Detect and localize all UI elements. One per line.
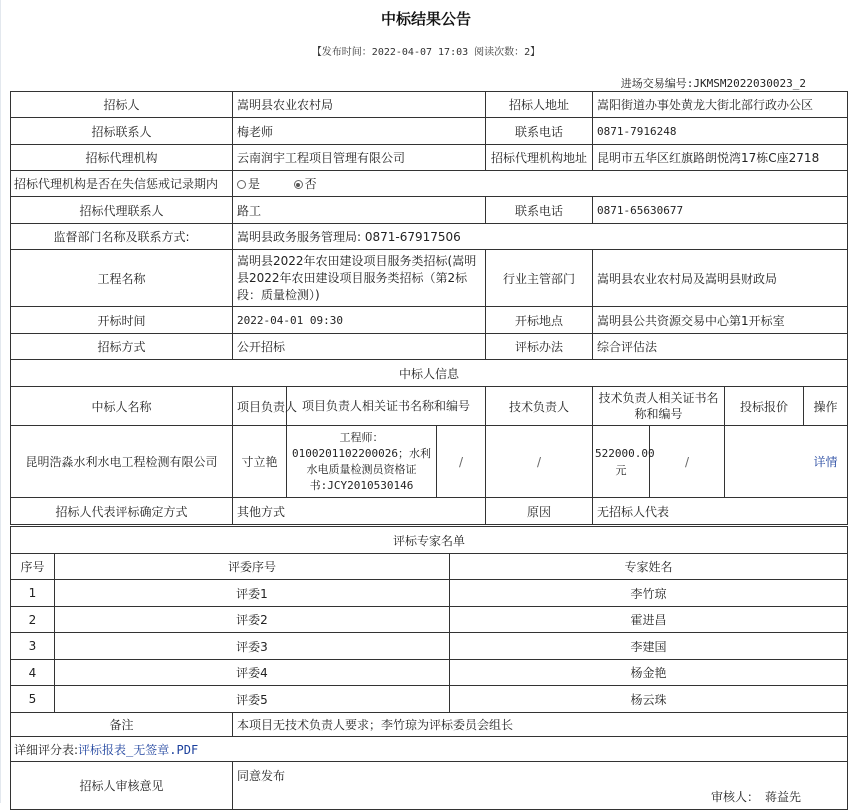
winner-tech-cert: / — [486, 426, 593, 498]
expert-name: 霍进昌 — [450, 607, 848, 633]
dept-value: 嵩明县农业农村局及嵩明县财政局 — [593, 250, 848, 307]
row-project — [11, 250, 848, 307]
reason-value: 无招标人代表 — [593, 498, 848, 525]
agency-addr-label: 招标代理机构地址 — [486, 145, 593, 171]
agency-phone-label: 联系电话 — [486, 197, 593, 224]
agency-contact-label: 招标代理联系人 — [11, 197, 233, 224]
credit-yes-option[interactable] — [237, 177, 260, 191]
row-review — [11, 762, 848, 810]
left-border — [0, 0, 1, 803]
credit-label: 招标代理机构是否在失信惩戒记录期内 — [11, 171, 233, 197]
reason-label: 原因 — [486, 498, 593, 525]
bid-header: 投标报价 — [725, 387, 804, 426]
tenderer-value: 嵩明县农业农村局 — [233, 92, 486, 118]
winner-name-header: 中标人名称 — [11, 387, 233, 426]
credit-options — [233, 171, 848, 197]
open-time-label: 开标时间 — [11, 307, 233, 334]
agency-contact-value: 路工 — [233, 197, 486, 224]
winner-section-header — [11, 360, 848, 387]
experts-section-header — [11, 527, 848, 554]
winner-row — [11, 426, 848, 498]
winner-bid: 522000.00元 — [593, 426, 650, 498]
open-place-label: 开标地点 — [486, 307, 593, 334]
agency-value: 云南润宇工程项目管理有限公司 — [233, 145, 486, 171]
expert-no: 1 — [11, 580, 55, 607]
expert-seq-header: 评委序号 — [55, 554, 450, 580]
footer-table — [10, 712, 848, 810]
review-cell — [233, 762, 848, 810]
expert-no-header: 序号 — [11, 554, 55, 580]
expert-name: 李竹琼 — [450, 580, 848, 607]
score-file-link[interactable]: 评标报表_无签章.PDF — [78, 742, 199, 757]
row-remarks — [11, 713, 848, 737]
dept-label: 行业主管部门 — [486, 250, 593, 307]
expert-name: 杨云珠 — [450, 686, 848, 713]
row-score — [11, 737, 848, 762]
remarks-value: 本项目无技术负责人要求；李竹琼为评标委员会组长 — [233, 713, 848, 737]
row-agency-contact — [11, 197, 848, 224]
score-cell — [11, 737, 848, 762]
expert-no: 3 — [11, 633, 55, 660]
row-contact — [11, 118, 848, 145]
radio-no[interactable] — [294, 180, 303, 189]
winner-tech: / — [437, 426, 486, 498]
row-method — [11, 334, 848, 360]
winner-section-title: 中标人信息 — [11, 360, 848, 387]
agency-phone-value: 0871-65630677 — [593, 197, 848, 224]
project-value: 嵩明县2022年农田建设项目服务类招标(嵩明县2022年农田建设项目服务类招标（第2标段：质量检测）) — [233, 250, 486, 307]
open-time-value: 2022-04-01 09:30 — [233, 307, 486, 334]
expert-row — [11, 633, 848, 660]
method-label: 招标方式 — [11, 334, 233, 360]
winner-op-cell — [725, 426, 848, 498]
expert-name: 李建国 — [450, 633, 848, 660]
method-value: 公开招标 — [233, 334, 486, 360]
phone-label: 联系电话 — [486, 118, 593, 145]
row-open-time — [11, 307, 848, 334]
info-table — [10, 91, 848, 525]
experts-section-title: 评标专家名单 — [11, 527, 848, 554]
winner-pm: 寸立艳 — [233, 426, 287, 498]
row-agency — [11, 145, 848, 171]
row-tenderer — [11, 92, 848, 118]
contact-label: 招标联系人 — [11, 118, 233, 145]
agency-label: 招标代理机构 — [11, 145, 233, 171]
expert-row — [11, 686, 848, 713]
agency-addr-value: 昆明市五华区红旗路朗悦湾17栋C座2718 — [593, 145, 848, 171]
score-label: 详细评分表: — [14, 742, 79, 757]
reviewer — [711, 788, 801, 805]
credit-no-label: 否 — [304, 177, 317, 191]
rep-value: 其他方式 — [233, 498, 486, 525]
row-supervisor — [11, 224, 848, 250]
review-value: 同意发布 — [237, 769, 286, 783]
contact-value: 梅老师 — [233, 118, 486, 145]
publish-meta: 【发布时间：2022-04-07 17:03 阅读次数：2】 — [311, 47, 541, 58]
supervisor-value: 嵩明县政务服务管理局: 0871-67917506 — [233, 224, 848, 250]
expert-seq: 评委5 — [55, 686, 450, 713]
eval-label: 评标办法 — [486, 334, 593, 360]
expert-seq: 评委1 — [55, 580, 450, 607]
radio-yes[interactable] — [237, 180, 246, 189]
expert-name-header: 专家姓名 — [450, 554, 848, 580]
expert-row — [11, 660, 848, 686]
expert-name: 杨金艳 — [450, 660, 848, 686]
tech-cert-header: 技术负责人相关证书名称和编号 — [593, 387, 725, 426]
row-rep — [11, 498, 848, 525]
eval-value: 综合评估法 — [593, 334, 848, 360]
reviewer-name: 蒋益先 — [764, 790, 801, 804]
credit-no-option[interactable] — [294, 177, 317, 191]
tenderer-addr-value: 嵩阳街道办事处黄龙大街北部行政办公区 — [593, 92, 848, 118]
expert-no: 5 — [11, 686, 55, 713]
open-place-value: 嵩明县公共资源交易中心第1开标室 — [593, 307, 848, 334]
tenderer-addr-label: 招标人地址 — [486, 92, 593, 118]
expert-no: 4 — [11, 660, 55, 686]
row-credit — [11, 171, 848, 197]
expert-row — [11, 580, 848, 607]
remarks-label: 备注 — [11, 713, 233, 737]
rep-label: 招标人代表评标确定方式 — [11, 498, 233, 525]
review-label: 招标人审核意见 — [11, 762, 233, 810]
credit-yes-label: 是 — [248, 177, 261, 191]
expert-seq: 评委3 — [55, 633, 450, 660]
trade-number: 进场交易编号:JKMSM2022030023_2 — [620, 77, 806, 90]
expert-seq: 评委4 — [55, 660, 450, 686]
supervisor-label: 监督部门名称及联系方式: — [11, 224, 233, 250]
op-header: 操作 — [804, 387, 848, 426]
experts-header-row — [11, 554, 848, 580]
expert-row — [11, 607, 848, 633]
pm-cert-header: 项目负责人相关证书名称和编号 — [287, 387, 486, 426]
pm-header: 项目负责人 — [233, 387, 287, 426]
tech-header: 技术负责人 — [486, 387, 593, 426]
expert-no: 2 — [11, 607, 55, 633]
winner-pm-cert: 工程师：0100201102200026；水利水电质量检测员资格证书:JCY2010530146 — [287, 426, 437, 498]
experts-table — [10, 526, 848, 713]
tenderer-label: 招标人 — [11, 92, 233, 118]
phone-value: 0871-7916248 — [593, 118, 848, 145]
winner-extra: / — [650, 426, 725, 498]
details-link[interactable]: 详情 — [813, 455, 838, 469]
page-title: 中标结果公告 — [380, 10, 471, 28]
project-label: 工程名称 — [11, 250, 233, 307]
winner-name: 昆明浩淼水利水电工程检测有限公司 — [11, 426, 233, 498]
expert-seq: 评委2 — [55, 607, 450, 633]
reviewer-label: 审核人： — [710, 790, 759, 804]
winner-header-row — [11, 387, 848, 426]
